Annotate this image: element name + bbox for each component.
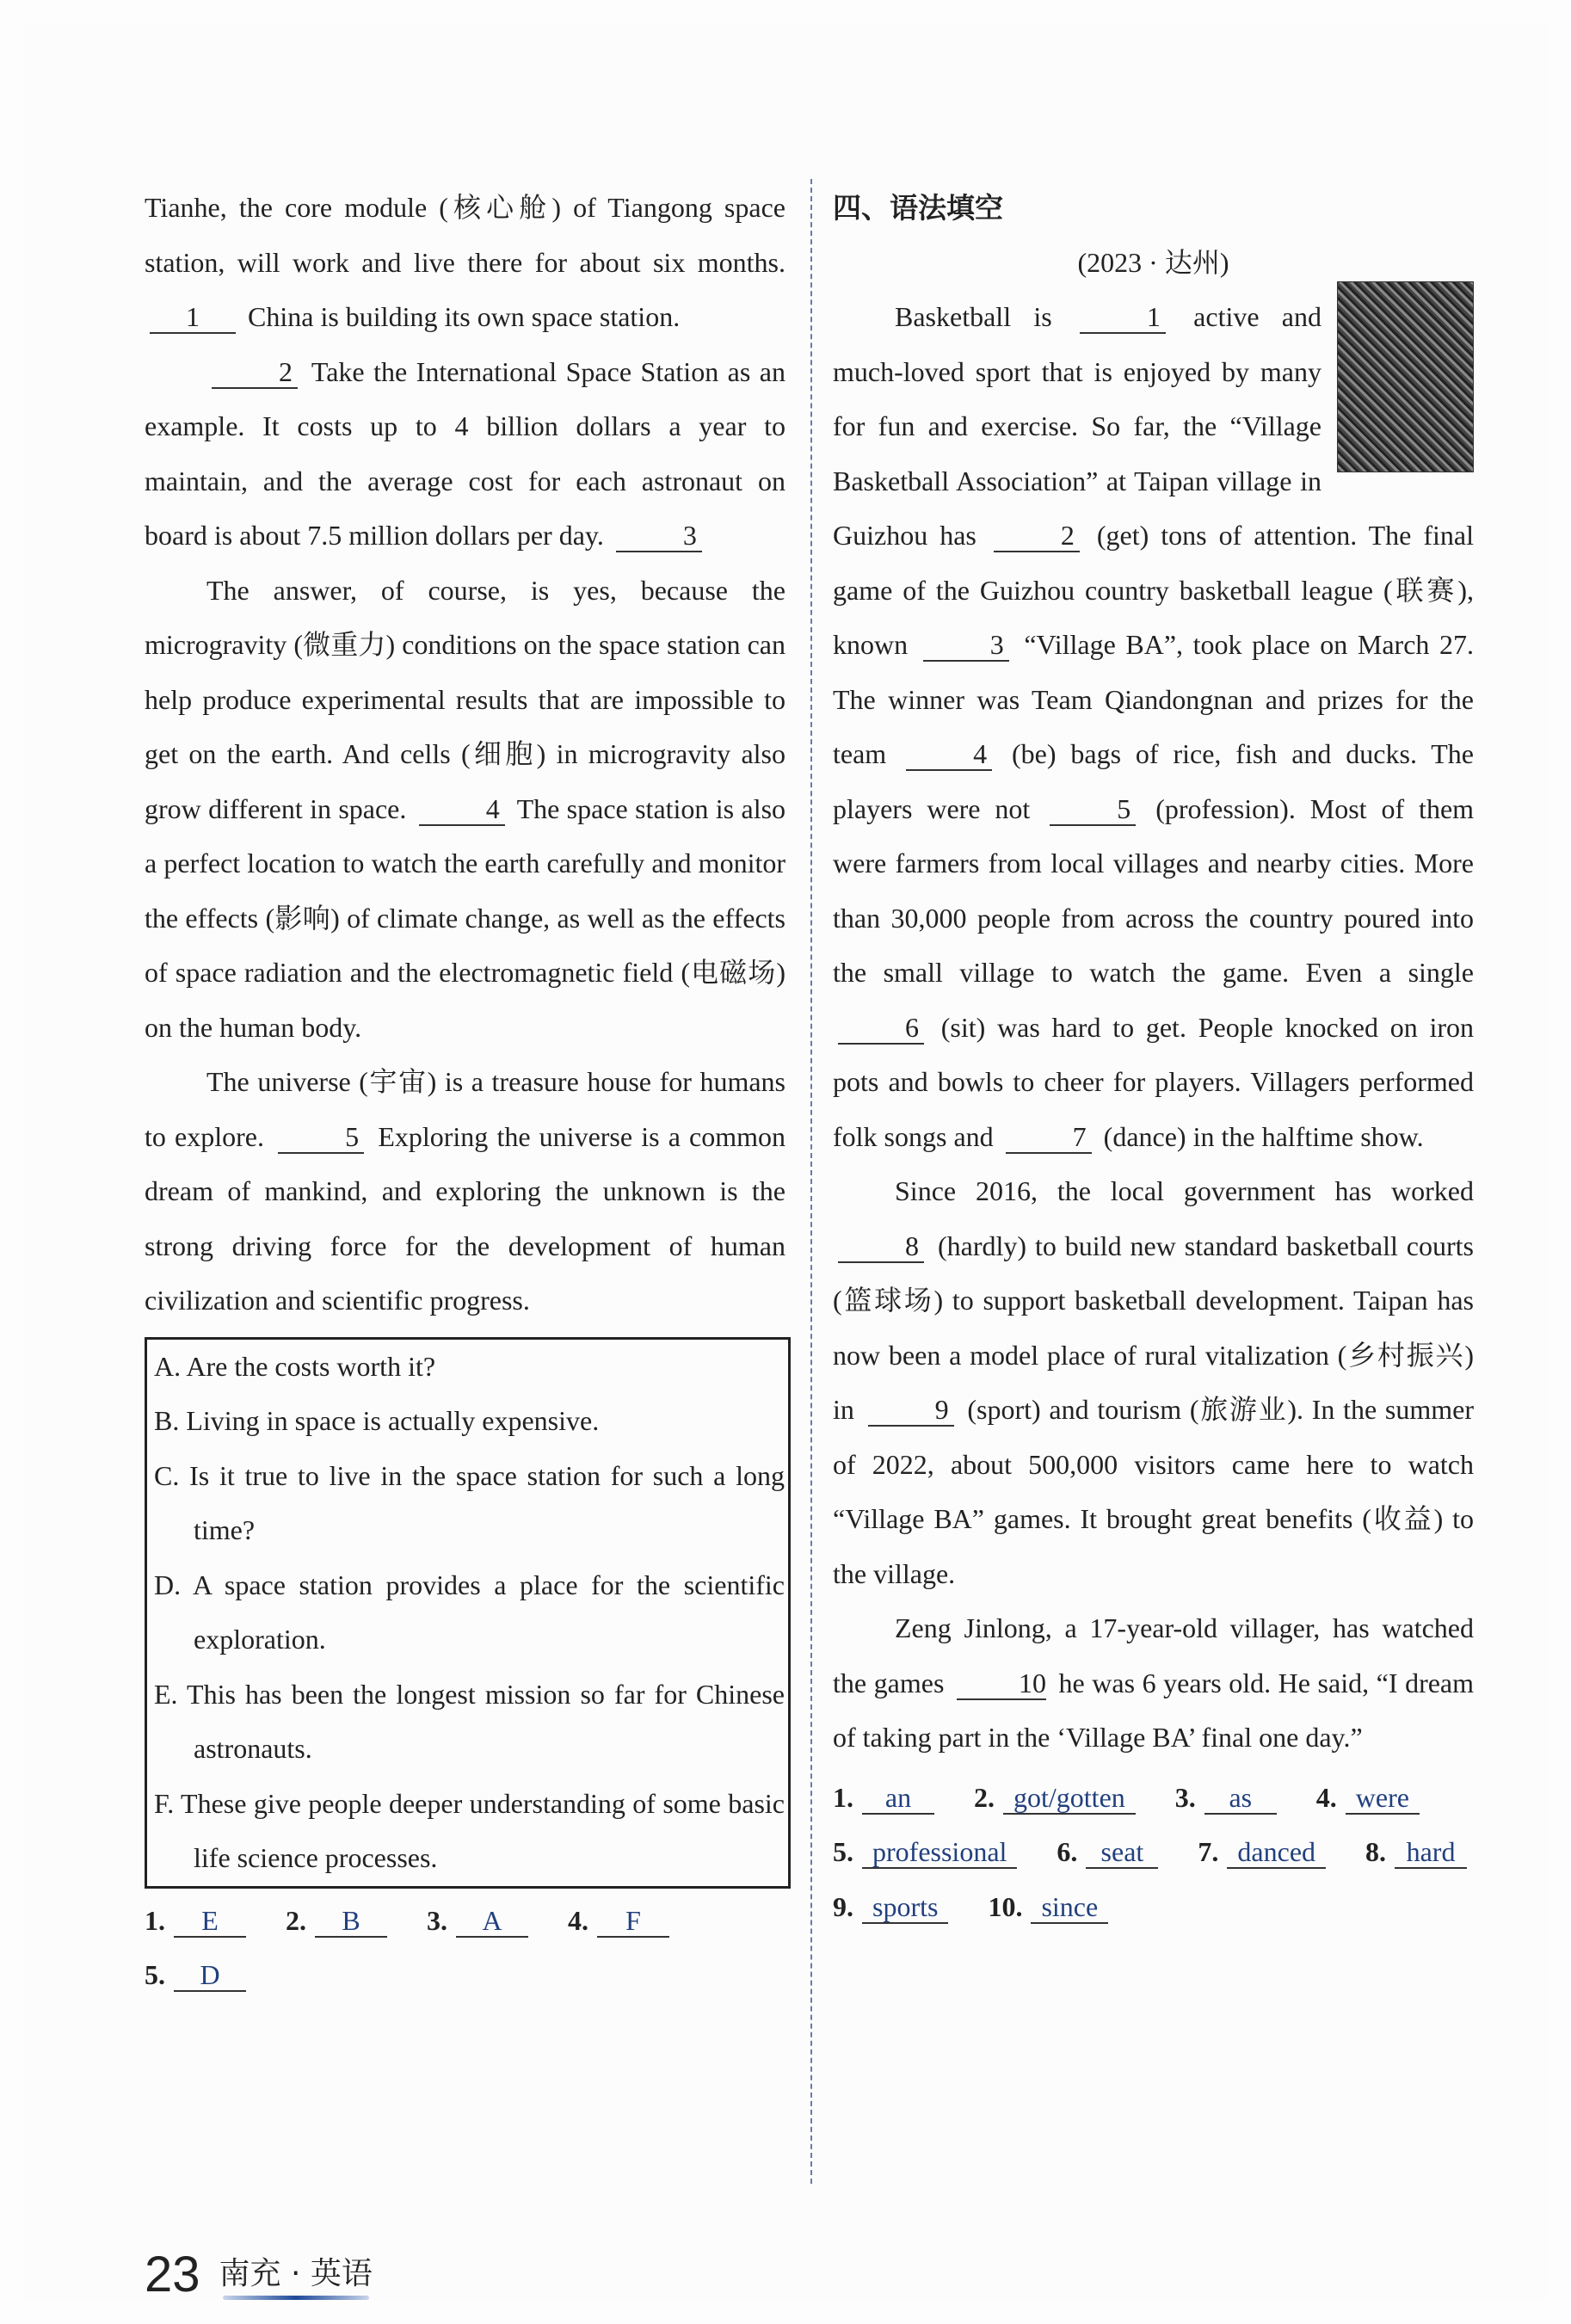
passage-text: (dance) in the halftime show. (1103, 1120, 1424, 1152)
answer-item (1198, 1825, 1326, 1880)
answer-number: 2. (974, 1781, 995, 1813)
passage-text: Exploring the universe is a common dream of mankind, and exploring the unknown is the strong driving force for the development of human civilization and scientific progress. (145, 1120, 786, 1316)
answer-item (974, 1771, 1136, 1826)
paragraph (145, 181, 786, 345)
answer-number: 7. (1198, 1836, 1219, 1867)
option-d (154, 1558, 785, 1667)
answer-item (833, 1825, 1017, 1880)
option-letter: E. (154, 1678, 178, 1710)
option-text: Is it true to live in the space station for such a long time? (189, 1459, 786, 1545)
blank-8: 8 (838, 1230, 924, 1263)
passage-text: The answer, of course, is yes, because the microgravity (微重力) conditions on the space station can help produce experimental results that are impossible to get on the earth. And cells (细胞) in microgravity also grow different in space. (145, 574, 786, 824)
blank-5: 5 (278, 1121, 364, 1154)
answer-item (988, 1880, 1108, 1935)
right-column (833, 181, 1474, 1934)
blank-4: 4 (906, 738, 992, 771)
answer-number: 10. (988, 1890, 1023, 1922)
options-box (145, 1337, 791, 1889)
passage-text: Since 2016, the local government has worked (895, 1175, 1474, 1206)
answer-value: A (456, 1905, 528, 1938)
option-a (154, 1340, 785, 1395)
answer-number: 8. (1365, 1836, 1387, 1867)
blank-2: 2 (994, 520, 1080, 552)
answer-key-right (833, 1771, 1474, 1935)
left-column (145, 181, 786, 2003)
answer-value: seat (1086, 1836, 1158, 1869)
blank-1: 1 (1080, 301, 1166, 334)
option-c (154, 1449, 785, 1558)
page-number: 23 (145, 2247, 200, 2302)
blank-7: 7 (1006, 1121, 1092, 1154)
answer-number: 2. (286, 1904, 306, 1936)
answer-number: 5. (833, 1836, 853, 1867)
option-text: A space station provides a place for the scientific exploration. (192, 1569, 786, 1655)
passage-text: active and much-loved sport that is enjoyed by many for fun and exercise. So far, the “Village Basketball Association” at Taipan village in Guizhou has (833, 301, 1322, 551)
paragraph (833, 290, 1474, 1164)
answer-value: E (174, 1905, 246, 1938)
answer-value: were (1346, 1782, 1420, 1815)
answer-value: sports (862, 1891, 948, 1924)
blank-2: 2 (212, 356, 298, 389)
blank-3: 3 (616, 520, 702, 552)
answer-number: 3. (1174, 1781, 1196, 1813)
answer-item (286, 1894, 387, 1949)
paragraph (145, 564, 786, 1056)
passage-text: Zeng Jinlong, a 17-year-old villager, has watched the games (833, 1612, 1474, 1698)
passage-text: Basketball is (895, 301, 1052, 332)
answer-number: 6. (1057, 1836, 1078, 1867)
passage-text: (profession). Most of them were farmers from local villages and nearby cities. More than 30,000 people from across the country poured into the small village to watch the game. Even a single (833, 792, 1475, 988)
source-label: (2023 · 达州) (1077, 246, 1229, 278)
passage-text: Tianhe, the core module (核心舱) of Tiangong space station, will work and live there for about six months. (145, 192, 786, 278)
answer-number: 3. (427, 1904, 447, 1936)
option-text: Are the costs worth it? (186, 1350, 436, 1382)
blank-1: 1 (150, 301, 236, 334)
passage-text: The space station is also a perfect location to watch the earth carefully and monitor the effects (影响) of climate change, as well as the effects of space radiation and the electromagnetic field (电磁场) on the human body. (145, 792, 786, 1043)
blank-3: 3 (923, 629, 1009, 662)
option-letter: F. (154, 1787, 175, 1819)
answer-value: F (597, 1905, 669, 1938)
blank-10: 10 (957, 1667, 1046, 1700)
option-text: These give people deeper understanding of some basic life science processes. (181, 1787, 786, 1873)
answer-item (568, 1894, 669, 1949)
answer-number: 1. (833, 1781, 853, 1813)
answer-item (145, 1948, 246, 2003)
option-b (154, 1394, 785, 1449)
passage-text: (sport) and tourism (旅游业). In the summer of 2022, about 500,000 visitors came here to watch “Village BA” games. It brought great benefits (收益) to the village. (833, 1394, 1475, 1589)
answer-number: 9. (833, 1890, 853, 1922)
answer-item (833, 1880, 948, 1935)
answer-value: professional (862, 1836, 1017, 1869)
page (24, 24, 1547, 2300)
answer-item (1057, 1825, 1158, 1880)
basketball-photo-image (1337, 281, 1474, 472)
answer-value: D (174, 1959, 246, 1992)
section-heading: 四、语法填空 (833, 191, 1003, 225)
passage-text: China is building its own space station. (248, 301, 681, 332)
passage-text: Take the International Space Station as an example. It costs up to 4 billion dollars a year to maintain, and the average cost for each astronaut on board is about 7.5 million dollars per day. (145, 355, 786, 551)
answer-number: 4. (568, 1904, 588, 1936)
option-letter: C. (154, 1459, 180, 1491)
page-footer (145, 2249, 373, 2300)
answer-value: an (862, 1782, 934, 1815)
passage-text: (be) bags of rice, fish and ducks. The players were not (833, 738, 1475, 824)
answer-item (1365, 1825, 1467, 1880)
option-text: Living in space is actually expensive. (186, 1405, 600, 1436)
paragraph (833, 1164, 1474, 1601)
passage-text: (get) tons of attention. The final game of the Guizhou country basketball league (联赛), known (833, 520, 1475, 660)
passage-text: he was 6 years old. He said, “I dream of taking part in the ‘Village BA’ final one day.” (833, 1667, 1475, 1753)
answer-value: got/gotten (1003, 1782, 1136, 1815)
blank-4: 4 (419, 793, 505, 826)
answer-item (1316, 1771, 1420, 1826)
answer-value: danced (1227, 1836, 1326, 1869)
answer-number: 1. (145, 1904, 165, 1936)
answer-key-left (145, 1894, 786, 2003)
blank-5: 5 (1050, 793, 1136, 826)
passage-text: (hardly) to build new standard basketball courts (篮球场) to support basketball development. Taipan has now been a model place of rural vitalization (乡村振兴) in (833, 1230, 1475, 1425)
answer-value: hard (1395, 1836, 1467, 1869)
passage-text: “Village BA”, took place on March 27. The winner was Team Qiandongnan and prizes for the team (833, 629, 1475, 769)
answer-item (1175, 1771, 1277, 1826)
option-e (154, 1667, 785, 1777)
paragraph (145, 345, 786, 564)
blank-6: 6 (838, 1012, 924, 1045)
book-title: 南充 · 英语 (219, 2249, 373, 2300)
answer-number: 4. (1315, 1781, 1337, 1813)
option-f (154, 1777, 785, 1886)
passage-text: (sit) was hard to get. People knocked on iron pots and bowls to cheer for players. Villagers performed folk songs and (833, 1011, 1475, 1152)
answer-value: B (315, 1905, 387, 1938)
option-text: This has been the longest mission so far for Chinese astronauts. (187, 1678, 786, 1764)
passage-text: The universe (宇宙) is a treasure house for humans to explore. (145, 1066, 786, 1152)
answer-value: since (1031, 1891, 1108, 1924)
answer-item (145, 1894, 246, 1949)
answer-value: as (1204, 1782, 1277, 1815)
answer-item (427, 1894, 528, 1949)
option-letter: A. (154, 1350, 182, 1382)
blank-9: 9 (868, 1394, 954, 1427)
option-letter: D. (154, 1569, 182, 1600)
paragraph (833, 1601, 1474, 1766)
paragraph (145, 1055, 786, 1328)
answer-number: 5. (145, 1959, 165, 1990)
option-letter: B. (154, 1405, 180, 1436)
answer-item (833, 1771, 934, 1826)
column-divider (810, 179, 812, 2184)
